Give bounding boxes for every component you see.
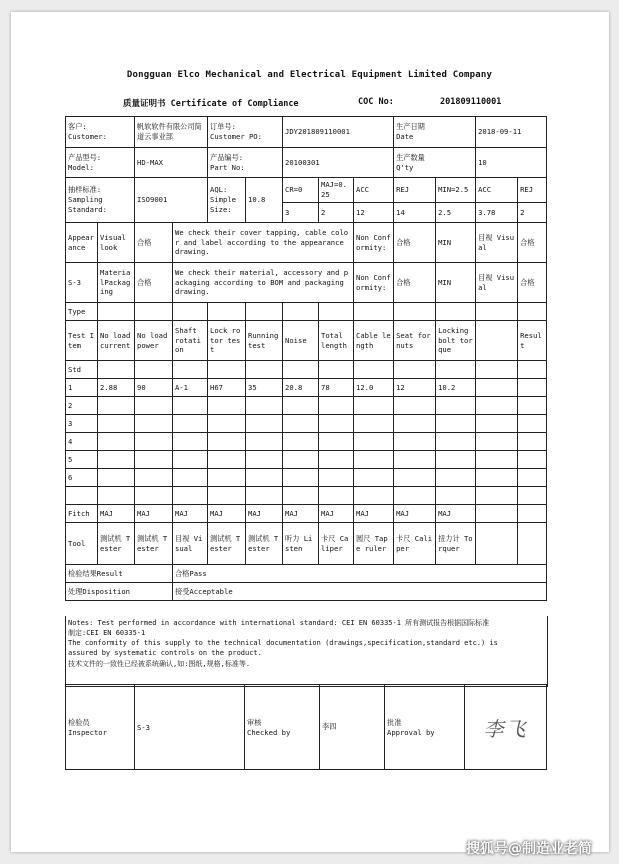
compliance-table xyxy=(65,116,547,601)
test-row xyxy=(66,433,547,451)
test-value xyxy=(436,451,476,469)
test-value: A-1 xyxy=(173,379,208,397)
tool-value xyxy=(518,523,547,565)
test-value xyxy=(173,433,208,451)
date-value: 2018-09-11 xyxy=(476,117,547,148)
tool-value: 圆尺 Tape ruler xyxy=(354,523,394,565)
test-row xyxy=(66,397,547,415)
approval-label: 批准 Approval by xyxy=(385,685,465,770)
signature-table xyxy=(65,684,547,770)
maj-header: MAJ=0.25 xyxy=(319,178,354,203)
test-value xyxy=(476,415,518,433)
tool-value: 扭力计 Torquer xyxy=(436,523,476,565)
sampling-value: ISO9001 xyxy=(135,178,208,223)
test-value xyxy=(476,379,518,397)
result-value: 合格Pass xyxy=(173,565,547,583)
test-value xyxy=(319,451,354,469)
test-column-header: Shaft rotation xyxy=(173,321,208,361)
handwritten-signature: 李飞 xyxy=(483,716,528,741)
test-column-header: Lock rotor test xyxy=(208,321,246,361)
fitch-value: MAJ xyxy=(135,505,173,523)
test-column-header: Runningtest xyxy=(246,321,283,361)
test-value xyxy=(173,415,208,433)
test-column-header: Locking bolt torque xyxy=(436,321,476,361)
check-status: 合格 xyxy=(394,223,436,263)
aql-label: AQL: Simple Size: xyxy=(208,178,246,223)
min-header: MIN=2.5 xyxy=(436,178,476,203)
po-label: 订单号: Customer PO: xyxy=(208,117,283,148)
test-value xyxy=(476,451,518,469)
test-value xyxy=(246,451,283,469)
date-label: 生产日期 Date xyxy=(394,117,476,148)
tool-value: 测试机 Tester xyxy=(208,523,246,565)
test-value xyxy=(319,433,354,451)
test-value xyxy=(246,469,283,487)
test-value xyxy=(98,433,135,451)
test-value: 2.88 xyxy=(98,379,135,397)
acc-header: ACC xyxy=(354,178,394,203)
tool-value: 听力 Listen xyxy=(283,523,319,565)
type-label: Type xyxy=(66,303,98,321)
rej-value: 14 xyxy=(394,203,436,223)
test-value: 12.0 xyxy=(354,379,394,397)
po-value: JDY201809110001 xyxy=(283,117,394,148)
test-value xyxy=(246,415,283,433)
fitch-value: MAJ xyxy=(283,505,319,523)
qty-label: 生产数量 Q'ty xyxy=(394,148,476,178)
test-value xyxy=(436,415,476,433)
rej-value-2: 2 xyxy=(518,203,547,223)
test-value xyxy=(319,415,354,433)
test-value xyxy=(476,469,518,487)
aql-value: 10.8 xyxy=(246,178,283,223)
notes-line: The conformity of this supply to the technical documentation (drawings,specification,standard etc.) is xyxy=(68,639,498,648)
test-value xyxy=(135,433,173,451)
fitch-row xyxy=(66,505,547,523)
test-value xyxy=(476,433,518,451)
notes-line: assured by systematic controls on the product. xyxy=(68,649,262,658)
check-method: 目视 Visual xyxy=(476,263,518,303)
part-value: 20100301 xyxy=(283,148,394,178)
test-value xyxy=(354,415,394,433)
test-value: 35 xyxy=(246,379,283,397)
test-value xyxy=(283,469,319,487)
test-value xyxy=(436,433,476,451)
test-value xyxy=(518,415,547,433)
test-value xyxy=(283,397,319,415)
test-value xyxy=(208,415,246,433)
test-row xyxy=(66,469,547,487)
model-value: HD-MAX xyxy=(135,148,208,178)
check-status: 合格 xyxy=(394,263,436,303)
fitch-value: MAJ xyxy=(246,505,283,523)
test-value: 10.2 xyxy=(436,379,476,397)
test-value xyxy=(436,469,476,487)
test-value: 20.8 xyxy=(283,379,319,397)
test-value xyxy=(135,451,173,469)
test-value xyxy=(98,397,135,415)
test-row-number: 2 xyxy=(66,397,98,415)
test-row-number: 5 xyxy=(66,451,98,469)
test-value xyxy=(208,433,246,451)
test-value xyxy=(173,469,208,487)
cr-value: 3 xyxy=(283,203,319,223)
test-row-number: 4 xyxy=(66,433,98,451)
maj-value: 2 xyxy=(319,203,354,223)
sampling-label: 抽样标准: Sampling Standard: xyxy=(66,178,135,223)
test-value xyxy=(246,397,283,415)
min-value: 2.5 xyxy=(436,203,476,223)
cr-header: CR=0 xyxy=(283,178,319,203)
tool-value: 卡尺 Caliper xyxy=(394,523,436,565)
test-value xyxy=(173,397,208,415)
certificate-title: 质量证明书 Certificate of Compliance xyxy=(123,99,299,109)
test-column-header: No load power xyxy=(135,321,173,361)
check-description: We check their material, accessory and packaging according to BOM and packaging drawing. xyxy=(173,263,354,303)
model-label: 产品型号: Model: xyxy=(66,148,135,178)
test-value xyxy=(173,451,208,469)
tool-value: 测试机 Tester xyxy=(98,523,135,565)
test-value: 78 xyxy=(319,379,354,397)
fitch-value: MAJ xyxy=(208,505,246,523)
disposition-label: 处理Disposition xyxy=(66,583,173,601)
test-value xyxy=(283,451,319,469)
acc-value-2: 3.78 xyxy=(476,203,518,223)
test-column-header xyxy=(476,321,518,361)
checked-by-label: 审核 Checked by xyxy=(245,685,320,770)
fitch-value: MAJ xyxy=(98,505,135,523)
inspector-value: S-3 xyxy=(135,685,245,770)
fitch-value: MAJ xyxy=(319,505,354,523)
test-value xyxy=(283,433,319,451)
fitch-value: MAJ xyxy=(173,505,208,523)
result-label: 检验结果Result xyxy=(66,565,173,583)
test-value xyxy=(354,433,394,451)
tool-row xyxy=(66,523,547,565)
acc-value: 12 xyxy=(354,203,394,223)
check-sub: Visual look xyxy=(98,223,135,263)
test-row xyxy=(66,415,547,433)
notes-line: 制定:CEI EN 60335-1 xyxy=(68,629,146,638)
fitch-value xyxy=(476,505,518,523)
check-verdict: 合格 xyxy=(518,263,547,303)
check-level: MIN xyxy=(436,263,476,303)
test-value xyxy=(208,451,246,469)
customer-value: 帆软软件有限公司简道云事业部 xyxy=(135,117,208,148)
test-value xyxy=(518,379,547,397)
tool-value: 测试机 Tester xyxy=(135,523,173,565)
notes-line: 技术文件的一致性已经被系统确认,如:图纸,规格,标准等. xyxy=(68,659,251,668)
check-level: MIN xyxy=(436,223,476,263)
rej-header: REJ xyxy=(394,178,436,203)
part-label: 产品编号: Part No: xyxy=(208,148,283,178)
test-row xyxy=(66,451,547,469)
check-result: 合格 xyxy=(135,223,173,263)
test-value xyxy=(394,451,436,469)
test-column-header: Total length xyxy=(319,321,354,361)
test-value xyxy=(518,451,547,469)
test-value xyxy=(98,451,135,469)
test-value xyxy=(98,469,135,487)
qty-value: 10 xyxy=(476,148,547,178)
check-result: 合格 xyxy=(135,263,173,303)
test-value xyxy=(476,397,518,415)
test-column-header: Cable length xyxy=(354,321,394,361)
test-row-number: 6 xyxy=(66,469,98,487)
tool-value: 测试机 Tester xyxy=(246,523,283,565)
check-nonconformity: Non Conformity: xyxy=(354,223,394,263)
company-name: Dongguan Elco Mechanical and Electrical Equipment Limited Company xyxy=(126,70,493,80)
test-item-header: Test Item xyxy=(66,321,98,361)
fitch-value: MAJ xyxy=(394,505,436,523)
tool-value xyxy=(476,523,518,565)
test-header-row xyxy=(66,321,547,361)
test-value xyxy=(518,397,547,415)
test-value xyxy=(98,415,135,433)
coc-label: COC No: xyxy=(358,97,394,107)
std-label: Std xyxy=(66,361,98,379)
test-value xyxy=(394,415,436,433)
test-value xyxy=(354,451,394,469)
inspector-label: 检验员 Inspector xyxy=(66,685,135,770)
test-value: 90 xyxy=(135,379,173,397)
rej-header-2: REJ xyxy=(518,178,547,203)
check-description: We check their cover tapping, cable color and label according to the appearance drawing. xyxy=(173,223,354,263)
checked-by-value: 李四 xyxy=(320,685,385,770)
test-value xyxy=(394,469,436,487)
test-column-header: No load current xyxy=(98,321,135,361)
check-sub: MaterialPackaging xyxy=(98,263,135,303)
check-nonconformity: Non Conformity: xyxy=(354,263,394,303)
test-row xyxy=(66,379,547,397)
test-value: 12 xyxy=(394,379,436,397)
test-column-header: Noise xyxy=(283,321,319,361)
test-column-header: Seat for nuts xyxy=(394,321,436,361)
test-value xyxy=(354,469,394,487)
test-value xyxy=(394,397,436,415)
check-item: S-3 xyxy=(66,263,98,303)
fitch-value xyxy=(518,505,547,523)
test-value xyxy=(394,433,436,451)
acc-header-2: ACC xyxy=(476,178,518,203)
test-value xyxy=(246,433,283,451)
approval-signature xyxy=(465,685,547,770)
fitch-label: Fitch xyxy=(66,505,98,523)
tool-label: Tool xyxy=(66,523,98,565)
test-value xyxy=(135,397,173,415)
test-value: H67 xyxy=(208,379,246,397)
test-value xyxy=(518,433,547,451)
tool-value: 目视 Visual xyxy=(173,523,208,565)
coc-number: 201809110001 xyxy=(440,97,502,107)
test-value xyxy=(518,469,547,487)
test-value xyxy=(208,469,246,487)
test-row-number: 3 xyxy=(66,415,98,433)
fitch-value: MAJ xyxy=(354,505,394,523)
test-value xyxy=(135,469,173,487)
notes-line: Notes: Test performed in accordance with international standard: CEI EN 60335-1 所有测试报告根据国际标准 xyxy=(68,619,490,627)
test-value xyxy=(319,469,354,487)
test-row-number: 1 xyxy=(66,379,98,397)
test-value xyxy=(436,397,476,415)
notes-block xyxy=(65,616,548,687)
customer-label: 客户: Customer: xyxy=(66,117,135,148)
watermark: 搜狐号@制造业老简 xyxy=(466,841,592,857)
check-method: 目视 Visual xyxy=(476,223,518,263)
test-value xyxy=(208,397,246,415)
test-value xyxy=(319,397,354,415)
check-item: Appearance xyxy=(66,223,98,263)
test-value xyxy=(354,397,394,415)
test-column-header: Result xyxy=(518,321,547,361)
fitch-value: MAJ xyxy=(436,505,476,523)
tool-value: 卡尺 Caliper xyxy=(319,523,354,565)
disposition-value: 接受Acceptable xyxy=(173,583,547,601)
test-value xyxy=(283,415,319,433)
check-verdict: 合格 xyxy=(518,223,547,263)
test-value xyxy=(135,415,173,433)
